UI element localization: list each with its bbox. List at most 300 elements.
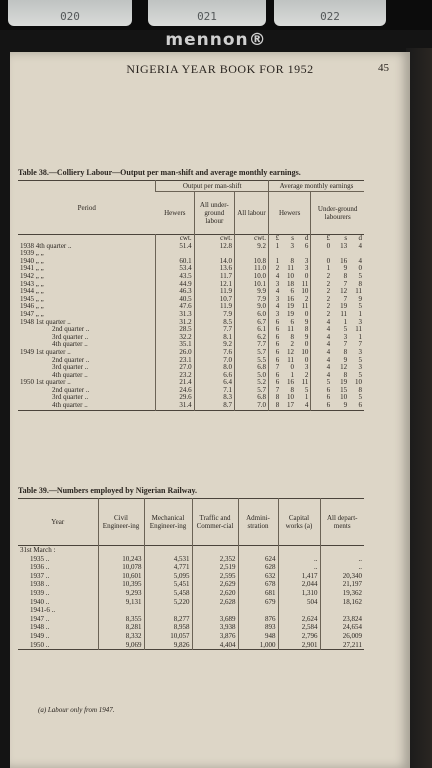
value-cell: 4 [268, 273, 281, 281]
value-cell: 29.6 [156, 394, 194, 402]
value-cell: 9,131 [98, 598, 144, 607]
value-cell: 6.8 [235, 364, 269, 372]
value-cell: 4 [311, 364, 332, 372]
year-cell: 1940 .. [30, 597, 50, 606]
value-cell: 1,000 [238, 641, 278, 650]
value-cell: 6 [268, 334, 281, 342]
value-cell: 4 [311, 349, 332, 357]
value-cell [296, 250, 311, 258]
value-cell: 2,629 [192, 580, 238, 589]
value-cell: 2 [268, 265, 281, 273]
value-cell: 6 [311, 394, 332, 402]
table39-footnote: (a) Labour only from 1947. [38, 706, 115, 714]
value-cell: 1 [358, 332, 362, 341]
unit-cell: £ [268, 235, 281, 243]
colliery-labour-table [18, 180, 364, 411]
value-cell: 23.2 [156, 372, 194, 380]
page-tab-label: 020 [60, 10, 80, 23]
value-cell: 6 [268, 379, 281, 387]
period-cell: 1948 1st quarter .. [20, 317, 71, 326]
unit-cell: cwt. [194, 235, 234, 243]
period-cell: 2nd quarter .. [52, 385, 90, 394]
value-cell: 6.6 [194, 372, 234, 380]
value-cell: .. [278, 563, 320, 572]
value-cell: 678 [238, 580, 278, 589]
value-cell: 13.6 [194, 265, 234, 273]
value-cell: 26,009 [320, 632, 364, 641]
value-cell [98, 606, 144, 615]
value-cell: 4 [304, 401, 309, 410]
value-cell: .. [278, 555, 320, 564]
value-cell: 876 [238, 615, 278, 624]
value-cell: 4 [311, 372, 332, 380]
header-period: Period [77, 203, 96, 212]
value-cell: 6 [268, 319, 281, 327]
lead-row [18, 546, 364, 555]
value-cell: 4 [311, 341, 332, 349]
value-cell: 4,404 [192, 641, 238, 650]
value-cell: 10,395 [98, 580, 144, 589]
value-cell [320, 606, 364, 615]
value-cell: 31.2 [156, 319, 194, 327]
value-cell: 5,220 [144, 598, 192, 607]
value-cell: 3 [268, 296, 281, 304]
value-cell: 1,310 [278, 589, 320, 598]
value-cell: 11 [301, 279, 309, 288]
value-cell: 12 [287, 347, 295, 356]
period-cell: 1938 4th quarter .. [20, 241, 72, 250]
value-cell: 0 [304, 271, 309, 280]
value-cell: 5 [358, 370, 362, 379]
value-cell: 7.9 [235, 296, 269, 304]
value-cell: 10 [287, 271, 295, 280]
value-cell: 20,340 [320, 572, 364, 581]
value-cell: 10,243 [98, 555, 144, 564]
value-cell: 4 [311, 326, 332, 334]
page-number: 45 [378, 62, 389, 74]
value-cell: 6 [268, 326, 281, 334]
header-all-departments: All depart-ments [320, 499, 364, 546]
value-cell: 16 [287, 378, 295, 387]
value-cell: 10.7 [194, 296, 234, 304]
value-cell: 6 [311, 387, 332, 395]
value-cell: 3 [304, 256, 309, 265]
value-cell: 9.0 [235, 303, 269, 311]
value-cell: 2,620 [192, 589, 238, 598]
period-cell: 1950 1st quarter .. [20, 378, 71, 387]
value-cell: 40.5 [156, 296, 194, 304]
period-cell: 3rd quarter .. [52, 332, 89, 341]
value-cell: 12.1 [194, 281, 234, 289]
value-cell: 8,281 [98, 623, 144, 632]
period-cell: 3rd quarter .. [52, 363, 89, 372]
value-cell: 8.0 [194, 364, 234, 372]
value-cell: 17 [287, 401, 295, 410]
value-cell: 5 [358, 355, 362, 364]
unit-cell: £ [311, 235, 332, 243]
table-row [18, 632, 364, 641]
header-underground-labourers: Under-ground labourers [311, 192, 364, 235]
header-hewers: Hewers [164, 209, 186, 217]
value-cell: 628 [238, 563, 278, 572]
value-cell: 11.9 [194, 288, 234, 296]
lead-label: 31st March : [20, 546, 56, 554]
value-cell: 5 [343, 325, 348, 334]
period-cell: 1939 „ „ [20, 249, 44, 258]
value-cell: 8,277 [144, 615, 192, 624]
value-cell: 8.5 [194, 319, 234, 327]
header-hewers-earnings: Hewers [268, 192, 310, 235]
value-cell: 9 [358, 294, 362, 303]
value-cell: 1 [311, 265, 332, 273]
value-cell: 9,293 [98, 589, 144, 598]
table-row [18, 606, 364, 615]
value-cell: 6 [290, 317, 295, 326]
value-cell: 8 [290, 256, 295, 265]
value-cell: 2,595 [192, 572, 238, 581]
value-cell: 31.3 [156, 311, 194, 319]
page-tab-label: 021 [197, 10, 217, 23]
value-cell [192, 606, 238, 615]
value-cell: 1,417 [278, 572, 320, 581]
value-cell: 35.1 [156, 341, 194, 349]
viewer-frame [0, 0, 432, 30]
unit-cell: s [344, 234, 348, 242]
value-cell: 3,876 [192, 632, 238, 641]
year-cell: 1948 .. [30, 623, 50, 632]
value-cell: 10.8 [235, 258, 269, 266]
value-cell: 12 [340, 363, 348, 372]
page-tab-label: 022 [320, 10, 340, 23]
value-cell: 6 [311, 402, 332, 410]
period-cell: 1947 „ „ [20, 309, 44, 318]
header-capital-works: Capital works (a) [278, 499, 320, 546]
value-cell: 16 [287, 294, 295, 303]
value-cell: 53.4 [156, 265, 194, 273]
header-traffic-commercial: Traffic and Commer-cial [192, 499, 238, 546]
year-cell: 1941-6 .. [30, 606, 56, 615]
header-output: Output per man-shift [156, 181, 268, 192]
value-cell: 10,057 [144, 632, 192, 641]
value-cell: 9.2 [194, 341, 234, 349]
value-cell [238, 606, 278, 615]
table-row [18, 589, 364, 598]
value-cell: 11 [301, 302, 309, 311]
value-cell: 8.3 [194, 394, 234, 402]
value-cell: 5.7 [235, 387, 269, 395]
value-cell: 4,531 [144, 555, 192, 564]
value-cell: 632 [238, 572, 278, 581]
value-cell: 1 [290, 370, 295, 379]
header-mechanical-engineering: Mechanical Engineer-ing [144, 499, 192, 546]
value-cell: 60.1 [156, 258, 194, 266]
value-cell: 10 [287, 393, 295, 402]
period-cell: 3rd quarter .. [52, 393, 89, 402]
value-cell: 4 [268, 303, 281, 311]
value-cell: 2 [311, 311, 332, 319]
value-cell: 27,211 [320, 641, 364, 650]
value-cell: 5.0 [235, 372, 269, 380]
value-cell: 2 [304, 370, 309, 379]
value-cell [278, 606, 320, 615]
value-cell: 21,197 [320, 580, 364, 589]
value-cell: 6 [268, 372, 281, 380]
value-cell: 7 [343, 279, 348, 288]
value-cell: 27.0 [156, 364, 194, 372]
value-cell: 3 [358, 347, 362, 356]
table-row [18, 615, 364, 624]
unit-cell: d [358, 234, 362, 242]
value-cell: 7.9 [194, 311, 234, 319]
value-cell: 19 [287, 302, 295, 311]
value-cell: 8,958 [144, 623, 192, 632]
value-cell: 13 [340, 241, 348, 250]
unit-cell: cwt. [156, 235, 194, 243]
value-cell: 9.2 [235, 243, 269, 251]
value-cell: 8 [343, 271, 348, 280]
period-cell: 1944 „ „ [20, 287, 44, 296]
value-cell: 10 [355, 378, 362, 387]
value-cell: 12 [340, 287, 348, 296]
value-cell: 3 [304, 363, 309, 372]
value-cell: 3 [304, 264, 309, 273]
value-cell: 624 [238, 555, 278, 564]
header-year: Year [51, 518, 65, 526]
value-cell: 2,628 [192, 598, 238, 607]
value-cell: 5.7 [235, 349, 269, 357]
value-cell: 19,362 [320, 589, 364, 598]
value-cell: 6 [268, 349, 281, 357]
value-cell: 5 [311, 379, 332, 387]
value-cell: 8.1 [194, 334, 234, 342]
value-cell: 6.0 [235, 311, 269, 319]
value-cell: 2,796 [278, 632, 320, 641]
table-row [18, 623, 364, 632]
table-row [18, 563, 364, 572]
value-cell: 4,771 [144, 563, 192, 572]
value-cell: 8 [343, 370, 348, 379]
unit-cell: d [304, 234, 309, 242]
table-row [18, 402, 364, 410]
value-cell: 10,078 [98, 563, 144, 572]
value-cell: 6.1 [235, 326, 269, 334]
value-cell: 9,069 [98, 641, 144, 650]
header-earnings: Average monthly earnings [268, 181, 364, 192]
value-cell: 24.6 [156, 387, 194, 395]
value-cell: 7 [268, 387, 281, 395]
value-cell: .. [320, 555, 364, 564]
value-cell: 8 [304, 325, 309, 334]
value-cell: 0 [304, 309, 309, 318]
value-cell: 8 [358, 279, 362, 288]
value-cell: 11.0 [235, 265, 269, 273]
value-cell: 23,824 [320, 615, 364, 624]
value-cell: 1 [268, 258, 281, 266]
value-cell: 26.0 [156, 349, 194, 357]
value-cell: 9 [343, 355, 348, 364]
header-all-underground: All under-ground labour [194, 192, 234, 235]
page-tab-022[interactable] [274, 0, 386, 26]
value-cell: 3,938 [192, 623, 238, 632]
value-cell: 1 [268, 243, 281, 251]
value-cell: 0 [311, 243, 332, 251]
value-cell: 11 [301, 378, 309, 387]
year-cell: 1937 .. [30, 571, 50, 580]
year-cell: 1947 .. [30, 614, 50, 623]
value-cell: 948 [238, 632, 278, 641]
table-row [18, 641, 364, 650]
value-cell: 3 [343, 332, 348, 341]
value-cell: 12.8 [194, 243, 234, 251]
value-cell: 2,624 [278, 615, 320, 624]
value-cell: 46.3 [156, 288, 194, 296]
value-cell: 2 [311, 296, 332, 304]
value-cell: 0 [358, 264, 362, 273]
value-cell: 47.6 [156, 303, 194, 311]
value-cell: 11 [340, 309, 348, 318]
table39-caption: Table 39.—Numbers employed by Nigerian Railway. [18, 486, 198, 495]
page-tab-020[interactable] [8, 0, 132, 26]
value-cell: 19 [340, 378, 348, 387]
period-cell: 1941 „ „ [20, 264, 44, 273]
value-cell: 5 [358, 302, 362, 311]
value-cell: 7.0 [194, 357, 234, 365]
value-cell: 8 [268, 394, 281, 402]
table38-caption: Table 38.—Colliery Labour—Output per man-shift and average monthly earnings. [18, 168, 301, 177]
period-cell: 4th quarter .. [52, 401, 88, 410]
value-cell: 11.7 [194, 273, 234, 281]
value-cell: 2 [290, 340, 295, 349]
header-administration: Admini-stration [238, 499, 278, 546]
value-cell: 6.8 [235, 394, 269, 402]
value-cell: 5,451 [144, 580, 192, 589]
value-cell: 1 [343, 317, 348, 326]
period-cell: 2nd quarter .. [52, 325, 90, 334]
value-cell: 15 [340, 385, 348, 394]
year-cell: 1950 .. [30, 640, 50, 649]
year-cell: 1936 .. [30, 563, 50, 572]
value-cell: 6.4 [194, 379, 234, 387]
period-cell: 1940 „ „ [20, 256, 44, 265]
year-cell: 1935 .. [30, 554, 50, 563]
value-cell: 2 [311, 273, 332, 281]
value-cell: 6.2 [235, 334, 269, 342]
value-cell: 5,095 [144, 572, 192, 581]
table39-body [18, 546, 364, 650]
table-row [18, 580, 364, 589]
value-cell: 8 [358, 385, 362, 394]
value-cell: 11 [287, 264, 295, 273]
year-cell: 1938 .. [30, 580, 50, 589]
period-cell: 1945 „ „ [20, 294, 44, 303]
value-cell: 5.5 [235, 357, 269, 365]
period-cell: 1949 1st quarter .. [20, 347, 71, 356]
value-cell: 18 [287, 279, 295, 288]
value-cell: 8.7 [194, 402, 234, 410]
value-cell: 0 [290, 363, 295, 372]
value-cell: 8 [343, 347, 348, 356]
period-cell: 1946 „ „ [20, 302, 44, 311]
value-cell: 0 [311, 258, 332, 266]
value-cell: 5,458 [144, 589, 192, 598]
value-cell: 3 [268, 281, 281, 289]
year-cell: 1939 .. [30, 588, 50, 597]
value-cell: 4 [311, 357, 332, 365]
value-cell: 7.7 [194, 326, 234, 334]
value-cell: 9 [343, 264, 348, 273]
value-cell: 44.9 [156, 281, 194, 289]
value-cell: 7.6 [194, 349, 234, 357]
value-cell: 3 [358, 317, 362, 326]
value-cell: 8,355 [98, 615, 144, 624]
value-cell: 10 [301, 347, 309, 356]
value-cell: 7 [268, 364, 281, 372]
value-cell: 504 [278, 598, 320, 607]
value-cell: 10.1 [235, 281, 269, 289]
header-all-labour: All labour [235, 192, 269, 235]
value-cell: 679 [238, 598, 278, 607]
value-cell: 2,519 [192, 563, 238, 572]
value-cell: 3,689 [192, 615, 238, 624]
table-row [18, 572, 364, 581]
value-cell: 10,601 [98, 572, 144, 581]
header-civil-engineering: Civil Engineer-ing [98, 499, 144, 546]
value-cell: 8 [290, 385, 295, 394]
value-cell: 6 [290, 287, 295, 296]
value-cell: 0 [304, 355, 309, 364]
value-cell: 14.0 [194, 258, 234, 266]
period-cell: 1943 „ „ [20, 279, 44, 288]
value-cell: 31.4 [156, 402, 194, 410]
value-cell: 5 [358, 271, 362, 280]
value-cell: 10 [340, 393, 348, 402]
value-cell: 11.9 [194, 303, 234, 311]
value-cell: 2,901 [278, 641, 320, 650]
period-cell: 4th quarter .. [52, 370, 88, 379]
unit-cell: s [291, 234, 295, 242]
value-cell: 8 [290, 332, 295, 341]
value-cell: 2 [311, 288, 332, 296]
table-row [18, 243, 364, 251]
page-tab-021[interactable] [148, 0, 266, 26]
value-cell [144, 606, 192, 615]
value-cell: 9 [304, 317, 309, 326]
value-cell: 5 [358, 393, 362, 402]
value-cell: 10.0 [235, 273, 269, 281]
value-cell: 10 [301, 287, 309, 296]
period-cell: 1942 „ „ [20, 271, 44, 280]
value-cell: 11 [287, 325, 295, 334]
value-cell: 7 [343, 294, 348, 303]
value-cell [268, 250, 281, 258]
value-cell: 9,826 [144, 641, 192, 650]
value-cell: 893 [238, 623, 278, 632]
value-cell: 9 [304, 332, 309, 341]
value-cell: 2 [311, 303, 332, 311]
page-running-title: NIGERIA YEAR BOOK FOR 1952 [126, 62, 314, 76]
value-cell: 32.2 [156, 334, 194, 342]
period-cell: 4th quarter .. [52, 340, 88, 349]
table38-body [18, 235, 364, 411]
value-cell: 4 [311, 319, 332, 327]
value-cell: 2 [304, 294, 309, 303]
value-cell: 43.5 [156, 273, 194, 281]
value-cell: 7.1 [194, 387, 234, 395]
table-row [18, 598, 364, 607]
value-cell: 3 [290, 241, 295, 250]
value-cell: 4 [311, 334, 332, 342]
value-cell: 9.9 [235, 288, 269, 296]
